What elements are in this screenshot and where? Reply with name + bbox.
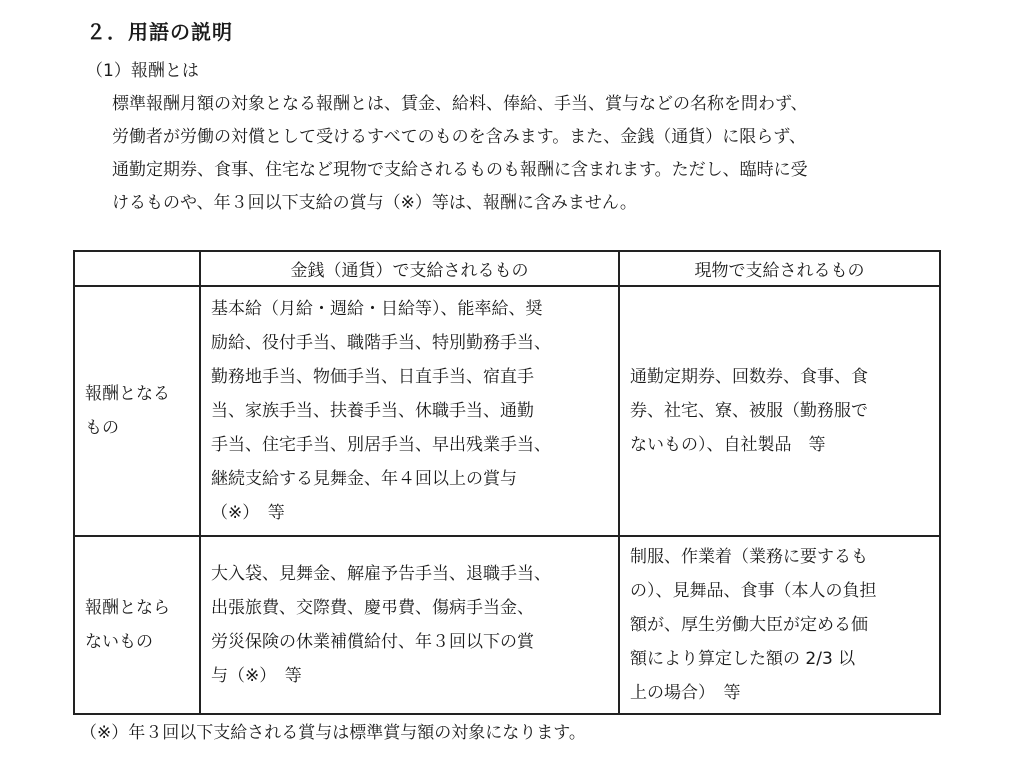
paragraph-line: 通勤定期券、食事、住宅など現物で支給されるものも報酬に含まれます。ただし、臨時に受: [112, 160, 808, 180]
paragraph-line: けるものや、年３回以下支給の賞与（※）等は、報酬に含みません。: [112, 193, 637, 213]
included-money-cell: [200, 286, 619, 536]
table-row-included: [74, 286, 940, 536]
header-money-cell: 金銭（通貨）で支給されるもの: [200, 251, 619, 286]
cell-line: 当、家族手当、扶養手当、休職手当、通勤: [211, 401, 534, 421]
cell-line: 額が、厚生労働大臣が定める価: [630, 615, 868, 635]
paragraph-line: 労働者が労働の対償として受けるすべてのものを含みます。また、金銭（通貨）に限らず、: [112, 127, 806, 147]
cell-line: の）、見舞品、食事（本人の負担: [630, 581, 877, 601]
excluded-money-cell: [200, 536, 619, 714]
body-paragraph: [112, 88, 912, 220]
cell-line: 出張旅費、交際費、慶弔費、傷病手当金、: [211, 598, 534, 618]
cell-line: 額により算定した額の 2/3 以: [630, 649, 856, 669]
cell-line: 勤務地手当、物価手当、日直手当、宿直手: [211, 367, 534, 387]
table-header-row: [74, 251, 940, 286]
cell-line: 通勤定期券、回数券、食事、食: [630, 367, 868, 387]
cell-line: 大入袋、見舞金、解雇予告手当、退職手当、: [211, 564, 551, 584]
cell-line: 労災保険の休業補償給付、年３回以下の賞: [211, 632, 534, 652]
sub-title: （1）報酬とは: [86, 61, 199, 81]
cell-line: 上の場合） 等: [630, 683, 741, 703]
cell-line: ないもの）、自社製品 等: [630, 435, 826, 455]
header-kind-cell: 現物で支給されるもの: [619, 251, 940, 286]
table-row-excluded: [74, 536, 940, 714]
cell-line: （※） 等: [211, 503, 285, 523]
row-label-line: もの: [85, 418, 119, 438]
excluded-kind-cell: [619, 536, 940, 714]
remuneration-table: [73, 250, 941, 715]
cell-line: 券、社宅、寮、被服（勤務服で: [630, 401, 868, 421]
cell-line: 基本給（月給・週給・日給等）、能率給、奨: [211, 299, 543, 319]
included-kind-cell: [619, 286, 940, 536]
row-label-excluded: [74, 536, 200, 714]
cell-line: 与（※） 等: [211, 666, 302, 686]
footnote: （※）年３回以下支給される賞与は標準賞与額の対象になります。: [80, 723, 586, 743]
row-label-line: ないもの: [85, 632, 153, 652]
cell-line: 励給、役付手当、職階手当、特別勤務手当、: [211, 333, 551, 353]
paragraph-line: 標準報酬月額の対象となる報酬とは、賃金、給料、俸給、手当、賞与などの名称を問わず、: [112, 94, 808, 114]
cell-line: 手当、住宅手当、別居手当、早出残業手当、: [211, 435, 551, 455]
row-label-line: 報酬となら: [85, 598, 170, 618]
cell-line: 継続支給する見舞金、年４回以上の賞与: [211, 469, 517, 489]
section-title: ２．用語の説明: [86, 20, 233, 44]
row-label-line: 報酬となる: [85, 384, 170, 404]
row-label-included: [74, 286, 200, 536]
header-corner-cell: [74, 251, 200, 286]
cell-line: 制服、作業着（業務に要するも: [630, 547, 868, 567]
